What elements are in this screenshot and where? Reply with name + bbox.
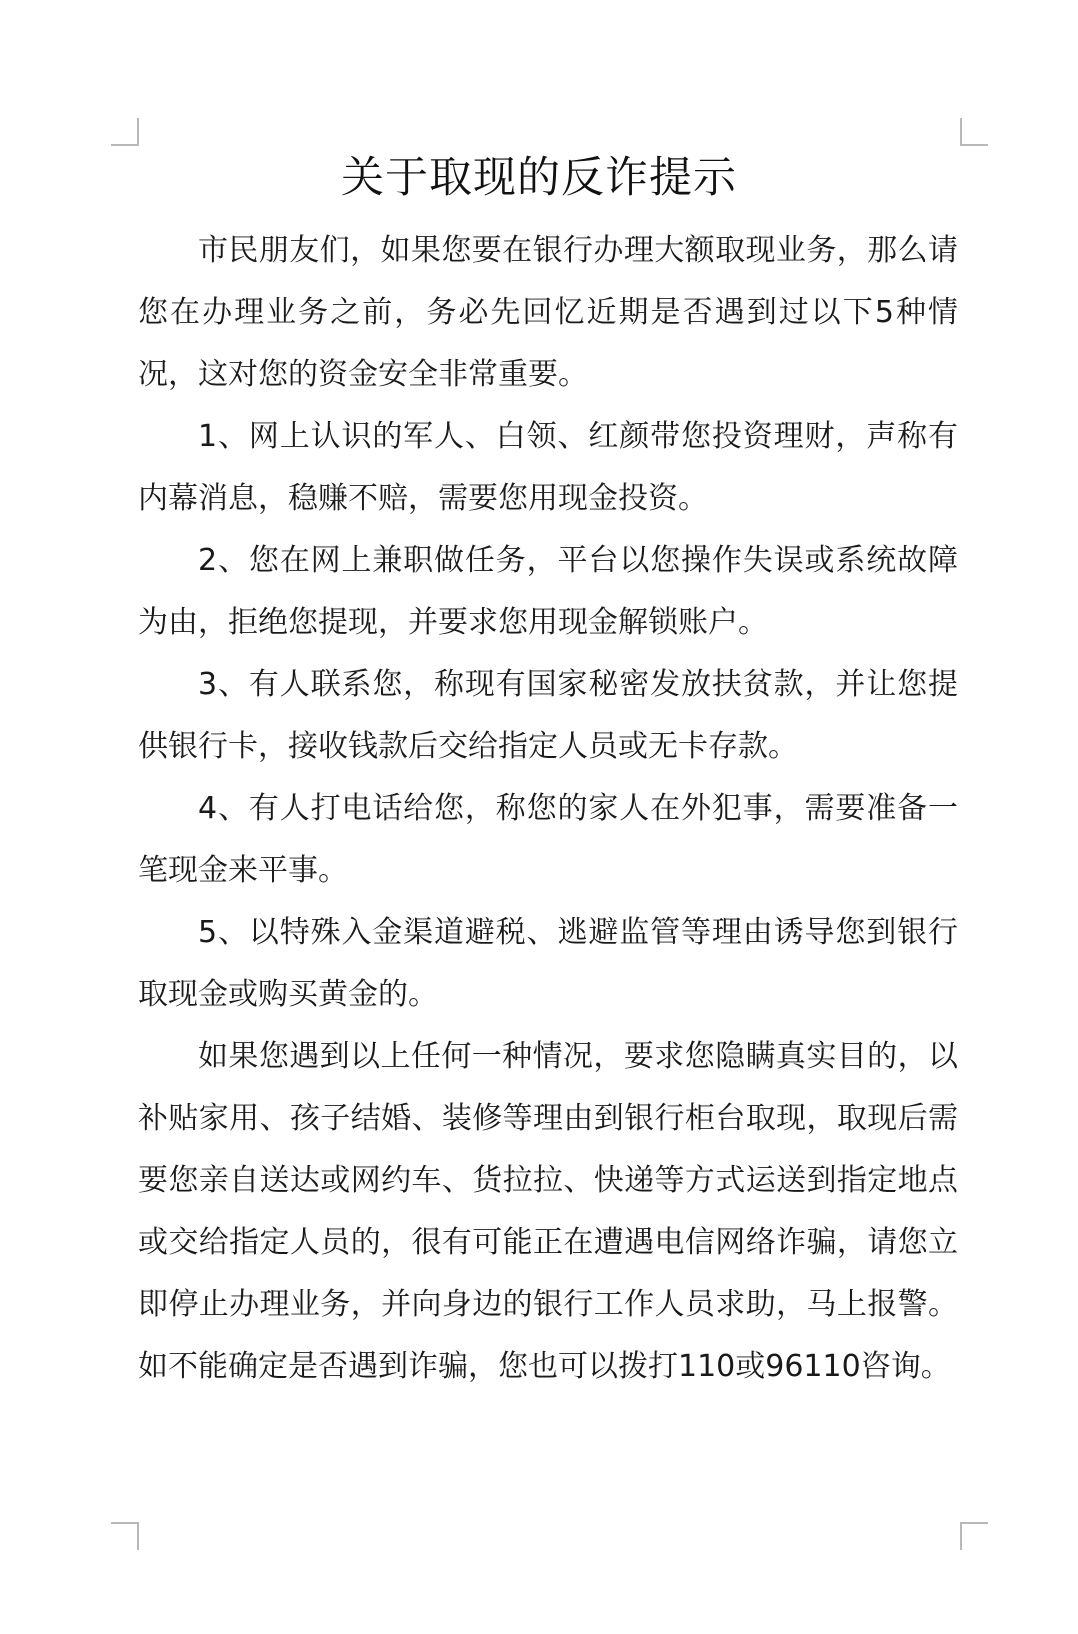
conclusion-paragraph: 如果您遇到以上任何一种情况，要求您隐瞒真实目的，以补贴家用、孩子结婚、装修等理由到银行柜台取现，取现后需要您亲自送达或网约车、货拉拉、快递等方式运送到指定地点或交给指定人员的，很有可能正在遭遇电信网络诈骗，请您立即停止办理业务，并向身边的银行工作人员求助，马上报警。如不能确定是否遇到诈骗，您也可以拨打110或96110咨询。 [138,1039,958,1384]
item-paragraph-1: 1、网上认识的军人、白领、红颜带您投资理财，声称有内幕消息，稳赚不赔，需要您用现金投资。 [138,419,958,516]
crop-mark-bottom-left [111,1522,139,1550]
document-body [138,220,958,1398]
item-paragraph-4: 4、有人打电话给您，称您的家人在外犯事，需要准备一笔现金来平事。 [138,791,958,888]
crop-mark-bottom-right [960,1522,988,1550]
crop-mark-top-left [111,118,139,146]
document-title: 关于取现的反诈提示 [341,153,737,203]
item-paragraph-5: 5、以特殊入金渠道避税、逃避监管等理由诱导您到银行取现金或购买黄金的。 [138,915,958,1012]
crop-mark-top-right [960,118,988,146]
intro-paragraph: 市民朋友们，如果您要在银行办理大额取现业务，那么请您在办理业务之前，务必先回忆近期是否遇到过以下5种情况，这对您的资金安全非常重要。 [138,233,958,392]
item-paragraph-2: 2、您在网上兼职做任务，平台以您操作失误或系统故障为由，拒绝您提现，并要求您用现金解锁账户。 [138,543,958,640]
item-paragraph-3: 3、有人联系您，称现有国家秘密发放扶贫款，并让您提供银行卡，接收钱款后交给指定人员或无卡存款。 [138,667,958,764]
